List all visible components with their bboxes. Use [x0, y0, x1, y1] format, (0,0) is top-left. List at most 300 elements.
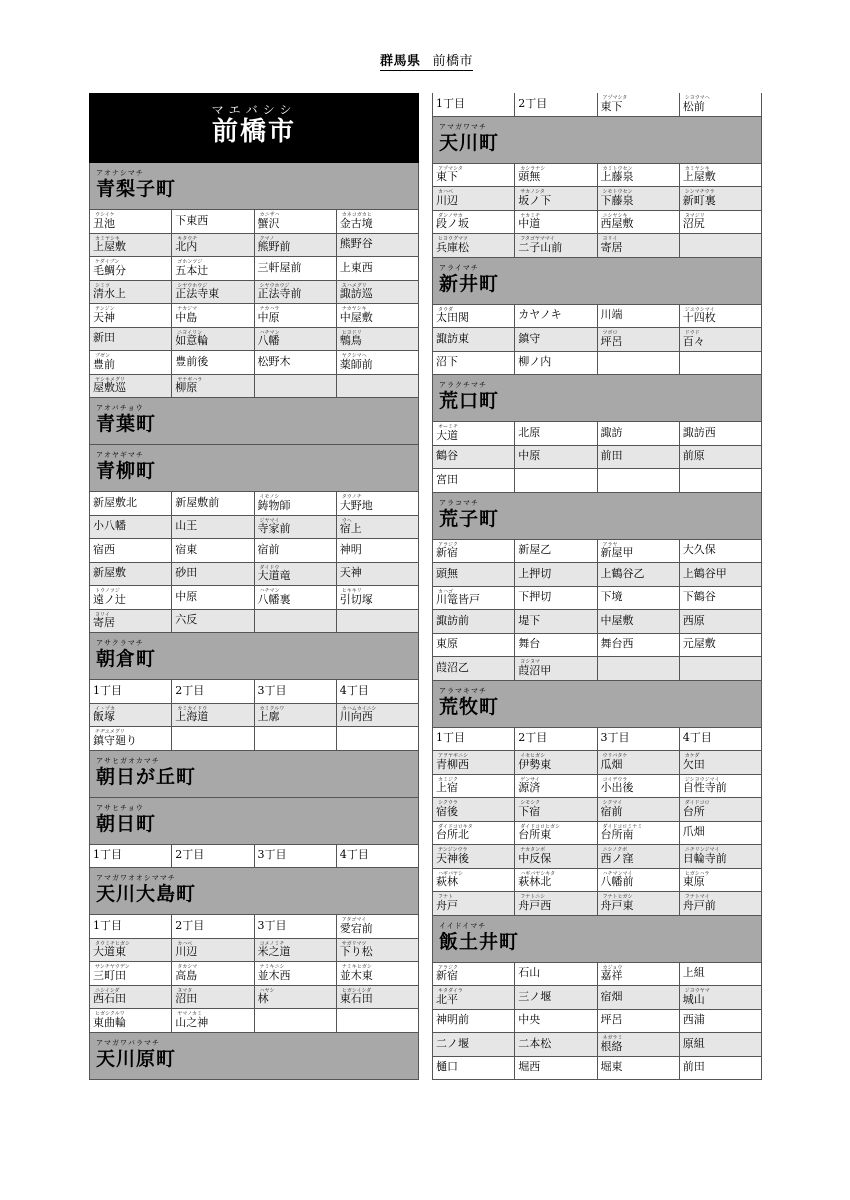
- district-name: 2丁目: [175, 848, 205, 861]
- district-ruby: シモシク: [520, 800, 541, 806]
- district-name: 兵庫松: [436, 240, 469, 254]
- district-cell: [598, 234, 680, 258]
- district-name: 新屋乙: [518, 543, 552, 556]
- district-name: 薬師前: [339, 357, 373, 371]
- district-ruby: カミジク: [438, 776, 458, 783]
- district-name: 豊前後: [175, 354, 209, 368]
- district-grid: [432, 93, 762, 117]
- district-cell: [255, 586, 337, 610]
- district-name: 金古境: [339, 216, 373, 230]
- district-cell: [598, 986, 680, 1010]
- district-name: 宮田: [436, 472, 458, 486]
- district-ruby: ヨリイ: [602, 236, 618, 242]
- district-name: 台所東: [518, 828, 552, 841]
- district-cell: [337, 257, 419, 281]
- district-ruby: スハメグリ: [341, 282, 367, 289]
- district-cell: [515, 352, 597, 376]
- district-grid: [89, 680, 419, 751]
- district-grid: [89, 915, 419, 1033]
- district-cell: [433, 845, 515, 869]
- district-cell: [90, 610, 172, 634]
- district-name: 八幡: [257, 334, 280, 347]
- district-cell: [90, 516, 172, 540]
- district-cell: [255, 234, 337, 258]
- district-cell: [598, 93, 680, 117]
- district-name: 上海道: [175, 710, 209, 723]
- district-cell: [172, 610, 254, 634]
- town-name: 青柳町: [96, 460, 157, 482]
- right-column: [432, 93, 762, 1080]
- district-name: 大道竜: [257, 569, 291, 582]
- district-cell: [433, 634, 515, 658]
- district-ruby: ヒガシハラ: [684, 870, 710, 877]
- district-name: 上屋敷: [682, 170, 716, 183]
- district-name: 三軒屋前: [257, 260, 302, 274]
- district-grid: [432, 164, 762, 258]
- town-header: [432, 117, 762, 164]
- district-grid: [432, 422, 762, 493]
- district-ruby: タカシマ: [177, 964, 198, 970]
- district-cell: [337, 915, 419, 939]
- district-cell: [90, 210, 172, 234]
- district-cell: [433, 540, 515, 564]
- district-name: 蟹沢: [257, 216, 280, 230]
- district-cell: [337, 234, 419, 258]
- district-cell: [598, 446, 680, 470]
- district-cell: [433, 422, 515, 446]
- district-cell: [680, 422, 762, 446]
- district-grid: [432, 540, 762, 681]
- district-cell: [515, 892, 597, 916]
- district-name: 中屋敷: [600, 613, 634, 627]
- district-name: 伊勢東: [518, 757, 552, 771]
- district-ruby: アラジク: [438, 964, 458, 971]
- town-header: [89, 868, 419, 915]
- district-ruby: キタダイラ: [438, 988, 463, 994]
- district-cell: [515, 234, 597, 258]
- district-name: 元屋敷: [682, 637, 716, 650]
- district-cell: [337, 375, 419, 399]
- district-name: 西屋敷: [600, 217, 634, 230]
- district-cell: [172, 234, 254, 258]
- district-name: 日輪寺前: [682, 851, 727, 865]
- district-name: 下押切: [518, 590, 552, 603]
- district-cell: [255, 210, 337, 234]
- town-header: [432, 916, 762, 963]
- district-name: 頭無: [518, 170, 541, 183]
- district-name: 3丁目: [257, 918, 287, 932]
- district-ruby: フタゴヤママイ: [520, 236, 555, 242]
- district-cell: [90, 328, 172, 352]
- town-name: 天川町: [439, 131, 500, 154]
- district-cell: [598, 822, 680, 846]
- district-cell: [598, 1057, 680, 1081]
- district-cell: [172, 986, 254, 1010]
- district-cell: [515, 164, 597, 188]
- town-header: [89, 163, 419, 210]
- district-name: 諏訪前: [436, 613, 469, 627]
- district-ruby: カハムカイニシ: [341, 705, 377, 712]
- district-ruby: カミクルワ: [259, 705, 285, 712]
- district-ruby: ハチマン: [259, 588, 280, 594]
- district-cell: [433, 728, 515, 752]
- district-name: 大久保: [682, 543, 716, 556]
- town-name: 荒子町: [439, 507, 500, 530]
- district-ruby: ジユウシマイ: [684, 306, 715, 313]
- town-header: [89, 751, 419, 798]
- city-name: 前橋市: [432, 54, 474, 69]
- district-cell: [515, 328, 597, 352]
- district-name: 3丁目: [257, 683, 287, 697]
- district-ruby: カハゴ: [438, 588, 454, 595]
- district-name: 舟戸西: [518, 898, 552, 912]
- district-name: 東下: [600, 99, 623, 113]
- district-cell: [680, 634, 762, 658]
- district-ruby: タウノチ: [341, 494, 362, 500]
- district-ruby: キタウチ: [177, 235, 198, 242]
- district-cell: [680, 328, 762, 352]
- district-cell: [598, 634, 680, 658]
- district-name: 上宿: [436, 781, 458, 794]
- district-name: 2丁目: [518, 96, 548, 110]
- district-cell: [172, 915, 254, 939]
- district-cell: [337, 539, 419, 563]
- district-ruby: ダンノサカ: [438, 212, 463, 219]
- district-cell: [598, 610, 680, 634]
- district-cell: [433, 1057, 515, 1081]
- district-name: 下宿: [518, 804, 541, 818]
- district-cell: [433, 234, 515, 258]
- district-name: 瓜畑: [600, 757, 623, 771]
- district-name: 二本松: [518, 1036, 552, 1050]
- district-cell: [433, 164, 515, 188]
- district-cell: [255, 610, 337, 634]
- district-ruby: ナカヤシキ: [341, 306, 367, 312]
- district-cell: [433, 657, 515, 681]
- district-cell: [337, 680, 419, 704]
- district-name: 中央: [518, 1013, 541, 1026]
- district-name: 川辺: [436, 193, 458, 207]
- district-cell: [433, 305, 515, 329]
- district-name: 前原: [682, 449, 705, 462]
- district-name: 川端: [600, 308, 623, 321]
- district-name: 舟戸東: [600, 898, 634, 912]
- district-cell: [515, 1033, 597, 1057]
- district-name: 八幡前: [600, 875, 634, 888]
- district-cell: [90, 257, 172, 281]
- district-name: 新宿: [436, 969, 458, 982]
- district-cell: [255, 563, 337, 587]
- district-name: 北平: [436, 992, 458, 1006]
- district-cell: [433, 328, 515, 352]
- district-name: 堤下: [518, 613, 541, 627]
- district-ruby: ナカジマ: [177, 306, 198, 312]
- district-cell: [90, 351, 172, 375]
- district-cell: [598, 751, 680, 775]
- district-cell: [515, 1010, 597, 1034]
- district-cell: [515, 634, 597, 658]
- prefecture-name: 群馬県: [380, 54, 421, 69]
- district-cell: [680, 1057, 762, 1081]
- district-cell: [255, 539, 337, 563]
- district-ruby: コメノミチ: [259, 940, 285, 947]
- district-name: 如意輪: [175, 334, 209, 347]
- district-ruby: ハヤシ: [259, 987, 275, 994]
- district-ruby: アタゴマイ: [341, 917, 367, 923]
- town-ruby: アオヤギマチ: [96, 451, 144, 459]
- district-name: 上組: [682, 966, 705, 979]
- district-cell: [515, 963, 597, 987]
- district-cell: [598, 164, 680, 188]
- district-name: 1丁目: [93, 848, 122, 861]
- district-ruby: カミヤシキ: [95, 235, 120, 242]
- district-name: 柳原: [175, 381, 198, 394]
- district-name: 柳ノ内: [518, 355, 552, 368]
- district-name: 諏訪西: [682, 425, 716, 439]
- town-header: [89, 633, 419, 680]
- district-ruby: カハベ: [177, 940, 193, 947]
- district-cell: [515, 563, 597, 587]
- district-name: 天神: [93, 310, 115, 324]
- district-cell: [433, 187, 515, 211]
- district-cell: [337, 563, 419, 587]
- district-cell: [515, 305, 597, 329]
- district-name: 1丁目: [93, 918, 122, 932]
- town-name: 天川大島町: [96, 883, 197, 905]
- district-ruby: イヽヅカ: [95, 705, 116, 712]
- district-ruby: ヤマノカミ: [177, 1011, 203, 1017]
- district-ruby: シクウラ: [438, 800, 458, 806]
- town-ruby: アマガワマチ: [439, 122, 487, 131]
- district-name: 鶴谷: [436, 449, 458, 462]
- district-cell: [598, 1010, 680, 1034]
- district-cell: [337, 727, 419, 751]
- district-cell: [515, 775, 597, 799]
- district-cell: [255, 257, 337, 281]
- district-name: 沼田: [175, 992, 198, 1005]
- district-ruby: ヨシヌマ: [520, 659, 541, 665]
- district-name: 舟戸: [436, 898, 458, 912]
- district-name: 熊野谷: [339, 237, 373, 250]
- town-header: [432, 493, 762, 540]
- district-cell: [515, 422, 597, 446]
- district-name: 寄居: [600, 240, 623, 254]
- town-name: 荒牧町: [439, 695, 500, 718]
- district-ruby: シミツ: [95, 282, 111, 289]
- district-ruby: カミカイドウ: [177, 705, 208, 712]
- district-name: 青柳西: [436, 757, 469, 771]
- district-ruby: ウヘ: [341, 517, 352, 524]
- district-name: 1丁目: [93, 683, 122, 697]
- district-name: 豊前: [93, 357, 115, 371]
- district-cell: [680, 446, 762, 470]
- district-ruby: カニザハ: [259, 212, 280, 218]
- district-name: 下境: [600, 590, 623, 603]
- district-cell: [515, 798, 597, 822]
- district-ruby: ニシイシダ: [95, 987, 120, 994]
- district-ruby: ツボロ: [602, 330, 618, 336]
- district-cell: [172, 210, 254, 234]
- district-cell: [90, 586, 172, 610]
- district-name: カヤノキ: [518, 308, 562, 321]
- district-ruby: サガリマツ: [341, 940, 367, 947]
- district-cell: [90, 727, 172, 751]
- district-name: 台所: [682, 804, 705, 818]
- town-ruby: アオナシマチ: [96, 169, 144, 177]
- district-cell: [172, 845, 254, 869]
- district-cell: [598, 728, 680, 752]
- district-name: 小出後: [600, 781, 634, 794]
- district-cell: [680, 1010, 762, 1034]
- district-name: 遠ノ辻: [93, 592, 126, 606]
- district-name: 米之道: [257, 945, 291, 958]
- district-name: 萩林: [436, 875, 458, 888]
- district-ruby: ジシヨウジマイ: [684, 776, 720, 783]
- district-cell: [598, 328, 680, 352]
- district-name: 坂ノ下: [518, 193, 552, 207]
- district-ruby: フナトマイ: [684, 894, 710, 900]
- district-name: 新屋甲: [600, 546, 634, 559]
- district-grid: [432, 305, 762, 376]
- district-ruby: フナトヒガシ: [602, 894, 633, 900]
- district-cell: [433, 563, 515, 587]
- district-name: 毛鯛分: [93, 263, 126, 277]
- district-name: 根絡: [600, 1039, 623, 1053]
- district-cell: [172, 304, 254, 328]
- district-name: 新宿: [436, 546, 458, 559]
- town-ruby: アライマチ: [439, 263, 479, 272]
- district-name: 舟戸前: [682, 898, 716, 912]
- district-ruby: シクマイ: [602, 800, 623, 806]
- district-ruby: ヨリイ: [95, 611, 110, 618]
- district-ruby: フナトニシ: [520, 894, 546, 900]
- district-name: 寄居: [93, 616, 115, 629]
- district-name: 爪畑: [682, 825, 705, 838]
- district-cell: [515, 610, 597, 634]
- district-cell: [433, 822, 515, 846]
- district-cell: [337, 962, 419, 986]
- district-ruby: ナカミチ: [520, 212, 541, 219]
- district-cell: [172, 257, 254, 281]
- district-cell: [90, 939, 172, 963]
- district-name: 嘉祥: [600, 969, 623, 982]
- district-cell: [337, 210, 419, 234]
- district-cell: [515, 986, 597, 1010]
- district-ruby: カハベ: [438, 189, 454, 195]
- district-ruby: シンマチウラ: [684, 189, 715, 195]
- district-cell: [433, 610, 515, 634]
- district-ruby: ダイドコロ: [684, 800, 710, 806]
- district-cell: [255, 492, 337, 516]
- district-ruby: カミトウセン: [602, 165, 633, 172]
- district-cell: [433, 352, 515, 376]
- district-ruby: ウシイケ: [95, 212, 115, 218]
- district-name: 諏訪巡: [339, 287, 373, 300]
- district-name: 石山: [518, 966, 541, 979]
- district-cell: [515, 822, 597, 846]
- district-name: 堀西: [518, 1060, 541, 1073]
- district-ruby: ヌマタ: [177, 987, 193, 994]
- district-ruby: カジョウ: [602, 964, 623, 971]
- district-ruby: ヒガシクルワ: [95, 1011, 125, 1017]
- district-cell: [680, 540, 762, 564]
- district-cell: [172, 727, 254, 751]
- district-cell: [255, 727, 337, 751]
- district-name: 大道: [436, 428, 458, 442]
- district-cell: [255, 986, 337, 1010]
- district-cell: [680, 352, 762, 376]
- district-cell: [90, 304, 172, 328]
- district-ruby: ヤシキメグリ: [95, 376, 125, 383]
- district-cell: [598, 469, 680, 493]
- town-name: 朝倉町: [96, 648, 157, 670]
- district-name: 頭無: [436, 566, 458, 580]
- district-cell: [680, 869, 762, 893]
- left-column: [89, 93, 419, 1080]
- district-name: 上鶴谷甲: [682, 566, 727, 580]
- district-name: 北内: [175, 240, 198, 253]
- district-grid: [89, 210, 419, 398]
- district-cell: [255, 351, 337, 375]
- district-name: 神明前: [436, 1013, 469, 1026]
- district-cell: [172, 962, 254, 986]
- district-cell: [680, 963, 762, 987]
- district-name: 引切塚: [339, 592, 373, 606]
- district-cell: [680, 1033, 762, 1057]
- district-name: 北原: [518, 425, 541, 439]
- district-name: 川向西: [339, 710, 373, 723]
- district-ruby: ニシヤシキ: [602, 212, 628, 219]
- district-name: 段ノ坂: [436, 217, 469, 230]
- district-ruby: カシラナシ: [520, 165, 546, 172]
- district-name: 天神: [339, 566, 362, 579]
- district-name: 宿前: [600, 804, 623, 818]
- district-cell: [255, 281, 337, 305]
- district-cell: [90, 234, 172, 258]
- district-cell: [680, 164, 762, 188]
- district-name: 宿畑: [600, 989, 623, 1003]
- district-cell: [515, 93, 597, 117]
- district-ruby: アヅマシタ: [602, 95, 628, 101]
- district-name: 東原: [436, 637, 458, 650]
- district-cell: [680, 751, 762, 775]
- district-cell: [255, 915, 337, 939]
- district-name: 東石田: [339, 992, 373, 1005]
- district-name: 並木西: [257, 968, 291, 982]
- district-name: 宿西: [93, 542, 115, 556]
- district-name: 鎮守: [518, 331, 541, 345]
- district-ruby: テンジン: [95, 306, 115, 312]
- district-name: 前田: [600, 449, 623, 462]
- district-name: 上屋敷: [93, 240, 126, 253]
- district-name: 山之神: [175, 1015, 209, 1029]
- town-ruby: アマガワバラマチ: [96, 1038, 160, 1047]
- district-cell: [433, 587, 515, 611]
- district-name: 3丁目: [600, 731, 630, 744]
- district-ruby: ハチマン: [259, 329, 280, 336]
- district-cell: [337, 704, 419, 728]
- district-cell: [255, 962, 337, 986]
- district-cell: [515, 469, 597, 493]
- district-cell: [90, 680, 172, 704]
- district-cell: [515, 869, 597, 893]
- district-cell: [680, 798, 762, 822]
- town-ruby: イイドイマチ: [439, 921, 487, 930]
- district-ruby: ヤナギハラ: [177, 376, 203, 383]
- district-name: 西原: [682, 613, 705, 627]
- district-name: 上鶴谷乙: [600, 566, 645, 580]
- district-grid: [432, 728, 762, 916]
